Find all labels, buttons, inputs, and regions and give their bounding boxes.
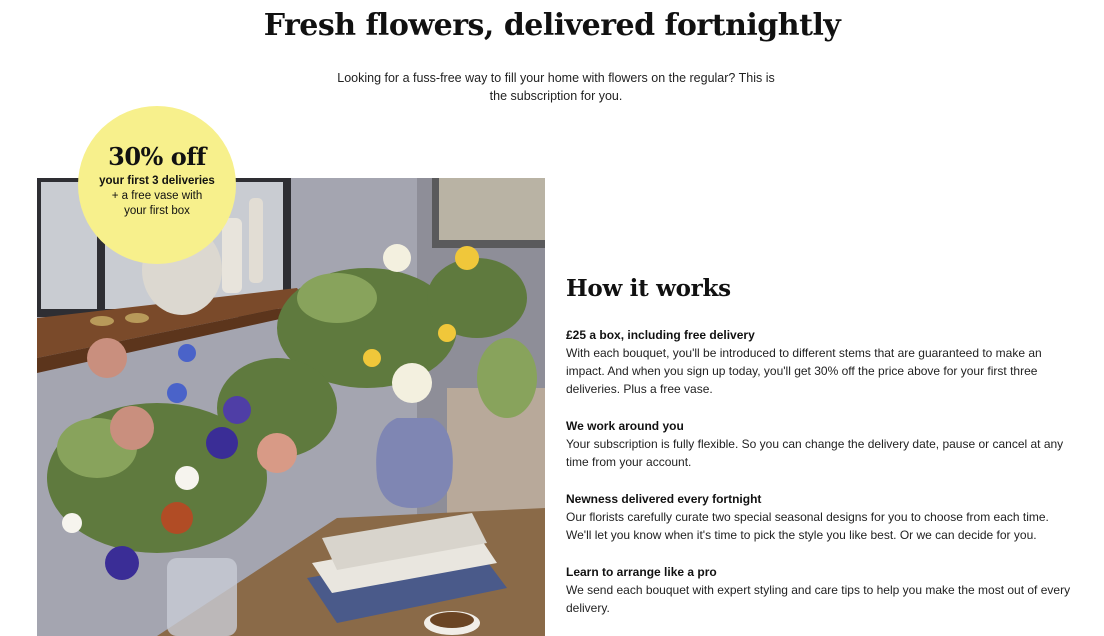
step-body: We send each bouquet with expert styling and care tips to help you make the most out of every delivery. xyxy=(566,583,1071,615)
step-arrange xyxy=(566,563,1076,617)
promo-headline: 30% off xyxy=(108,142,206,171)
how-it-works-section xyxy=(566,275,1076,636)
step-title: £25 a box, including free delivery xyxy=(566,328,755,342)
step-flexible xyxy=(566,417,1076,471)
step-title: Learn to arrange like a pro xyxy=(566,565,717,579)
promo-deliveries-text: your first 3 deliveries xyxy=(99,175,215,187)
step-title: Newness delivered every fortnight xyxy=(566,492,762,506)
step-body: Your subscription is fully flexible. So you can change the delivery date, pause or cancel at any time from your account. xyxy=(566,437,1064,469)
promo-vase-text: + a free vase with your first box xyxy=(111,190,203,217)
step-price xyxy=(566,326,1076,398)
page-subtitle: Looking for a fuss-free way to fill your home with flowers on the regular? This is the subscription for you. xyxy=(337,71,775,103)
how-it-works-title: How it works xyxy=(566,275,731,302)
step-body: With each bouquet, you'll be introduced to different stems that are guaranteed to make an impact. And when you sign up today, you'll get 30% off the price above for your first three deliveries. Plus a free vase. xyxy=(566,346,1042,396)
step-title: We work around you xyxy=(566,419,684,433)
promo-badge xyxy=(78,106,236,264)
page-title: Fresh flowers, delivered fortnightly xyxy=(263,8,841,43)
step-body: Our florists carefully curate two special seasonal designs for you to choose from each time. We'll let you know when it's time to pick the style you like best. Or we can decide for you. xyxy=(566,510,1049,542)
step-newness xyxy=(566,490,1076,544)
